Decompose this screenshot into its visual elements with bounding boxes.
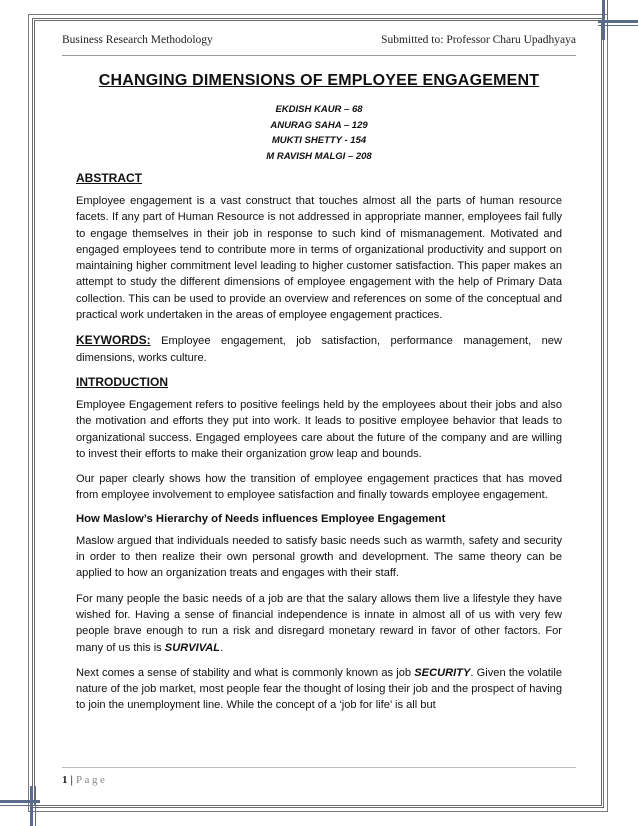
- author-2: ANURAG SAHA – 129: [270, 119, 368, 131]
- abstract-text: Employee engagement is a vast construct that touches almost all the parts of human resource facets. If any part of Human Resource is not addressed in appropriate manner, employees fail fully to engage themselves in their job in response to such kind of mismanagement. Motivated and engaged employees tend to contribute more in terms of organizational productivity and support on maintaining higher commitment level leading to higher customer satisfaction. This paper makes an attempt to study the different dimensions of employee engagement with the help of Primary Data collection. This can be used to provide an overview and references on some of the conceptual and practical work undertaken in the areas of employee engagement practices.: [76, 195, 562, 322]
- introduction-paragraph-2: Our paper clearly shows how the transition of employee engagement practices that has moved from employee involvement to employee satisfaction and finally towards employee engagement.: [76, 473, 562, 502]
- maslow-p2-end: .: [220, 641, 224, 654]
- corner-ornament-top-right: [598, 0, 638, 40]
- introduction-paragraph-1: Employee Engagement refers to positive feelings held by the employees about their jobs and also the motivation and efforts they put into work. It leads to positive employee behavior that leads to organizational success. Engaged employees care about the future of the company and are willing to invest their efforts to make their organization grow leap and bounds.: [76, 398, 562, 460]
- maslow-paragraph-3: [76, 665, 562, 714]
- page-content: [76, 171, 562, 723]
- maslow-paragraph-2: [76, 591, 562, 656]
- author-1: EKDISH KAUR – 68: [275, 104, 363, 115]
- maslow-p2-text: For many people the basic needs of a job are that the salary allows them live a lifestyle they have wished for. Having a sense of financial independence is innate in almost all of us with very few people brave enough to run a risk and disregard monetary reward in favor of other factors. For many of us this is: [76, 592, 562, 654]
- introduction-heading: INTRODUCTION: [76, 374, 168, 389]
- header-course: Business Research Methodology: [62, 34, 213, 46]
- author-list: [62, 102, 576, 164]
- survival-term: SURVIVAL: [164, 641, 221, 654]
- header-submitted-to: Submitted to: Professor Charu Upadhyaya: [381, 34, 576, 46]
- keywords: [76, 332, 562, 366]
- keywords-text: Employee engagement, job satisfaction, performance management, new dimensions, works culture.: [76, 335, 562, 364]
- header-rule: [62, 55, 576, 56]
- author-4: M RAVISH MALGI – 208: [266, 150, 372, 162]
- page-number: 1: [62, 774, 68, 786]
- footer-rule: [62, 767, 576, 768]
- footer-separator: |: [70, 774, 73, 786]
- maslow-paragraph-1: Maslow argued that individuals needed to satisfy basic needs such as warmth, safety and security in order to then realize their own personal growth and development. The same theory can be applied to how an organization treats and engages with their staff.: [76, 534, 562, 580]
- maslow-heading: How Maslow’s Hierarchy of Needs influences Employee Engagement: [76, 512, 446, 525]
- keywords-label: KEYWORDS:: [76, 333, 151, 348]
- page-label: Page: [75, 774, 108, 786]
- abstract-heading: ABSTRACT: [76, 171, 142, 185]
- corner-ornament-bottom-left: [0, 786, 40, 826]
- running-header: [62, 34, 576, 46]
- security-term: SECURITY: [414, 666, 471, 679]
- maslow-p3-text: Next comes a sense of stability and what is commonly known as job: [76, 666, 415, 679]
- paper-title: CHANGING DIMENSIONS OF EMPLOYEE ENGAGEMENT: [98, 72, 540, 89]
- page-footer: [62, 774, 107, 786]
- author-3: MUKTI SHETTY - 154: [271, 135, 367, 146]
- maslow-p3-end: . Given the volatile nature of the job market, most people fear the thought of losing their job and the prospect of having to join the unemployment line. While the concept of a ‘job for life’ is all but: [76, 666, 562, 712]
